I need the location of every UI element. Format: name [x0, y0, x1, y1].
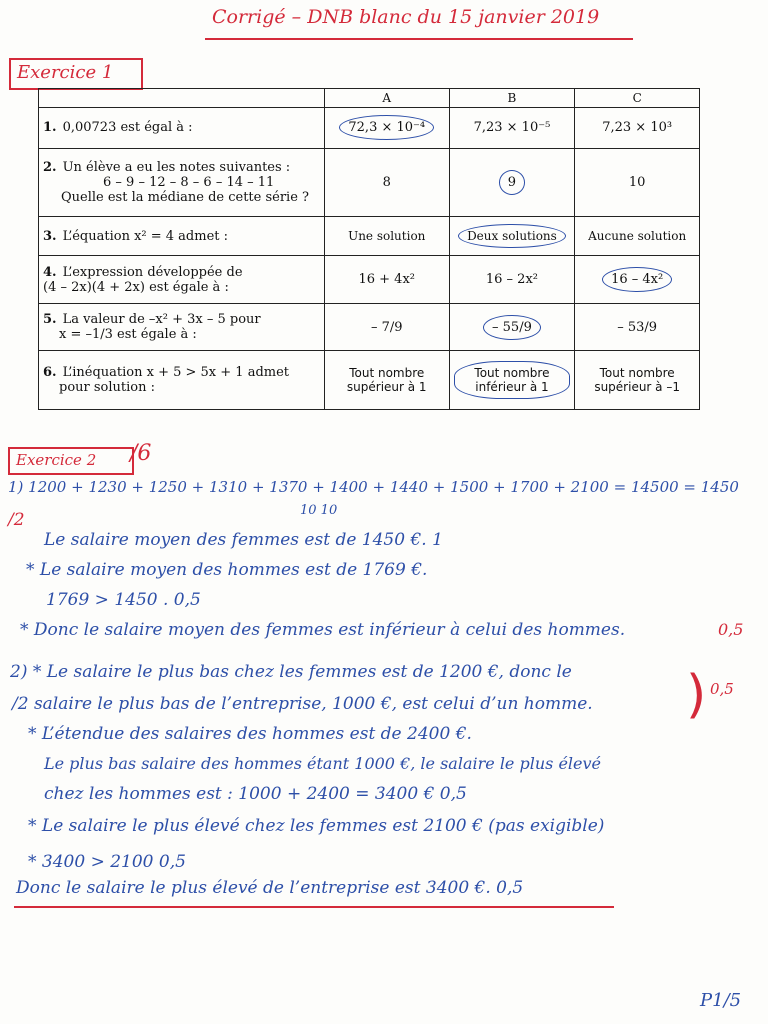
mark-q1: 0,5: [718, 620, 744, 639]
handwritten-line: [300, 503, 337, 518]
table-row: [39, 351, 700, 410]
answer-a: 8: [324, 148, 449, 216]
mark-q2: 0,5: [710, 680, 734, 698]
line-5: * Le salaire moyen des hommes est de 1769 €.: [26, 560, 428, 580]
answer-circled: – 55/9: [483, 315, 541, 340]
question-cell: [39, 108, 325, 149]
answer-b: [449, 148, 575, 216]
question-cell: [39, 256, 325, 304]
table-row: [39, 108, 700, 149]
question-text: Un élève a eu les notes suivantes :: [62, 159, 291, 175]
line-8: 2) * Le salaire le plus bas chez les femmes est de 1200 €, donc le: [10, 662, 572, 682]
answer-a: – 7/9: [324, 303, 449, 351]
handwritten-line: [44, 784, 467, 804]
handwritten-line: [28, 852, 186, 872]
handwritten-line: [16, 878, 523, 898]
question-number: 5.: [43, 312, 57, 328]
line-11: Le plus bas salaire des hommes étant 1000 €, le salaire le plus élevé: [44, 754, 602, 773]
answer-a: Une solution: [324, 216, 449, 255]
answer-c: – 53/9: [575, 303, 700, 351]
answer-c: 7,23 × 10³: [575, 108, 700, 149]
line-10: * L’étendue des salaires des hommes est de 2400 €.: [28, 724, 472, 744]
answer-circled: 72,3 × 10⁻⁴: [339, 115, 434, 140]
question-cell: [39, 303, 325, 351]
line-3: /2: [8, 510, 25, 530]
question-number: 1.: [43, 120, 57, 136]
handwritten-line: [20, 620, 625, 640]
handwritten-line: [12, 694, 593, 714]
line-9: /2 salaire le plus bas de l’entreprise, 1000 €, est celui d’un homme.: [12, 694, 593, 714]
handwritten-line: [8, 478, 739, 496]
page-title: Corrigé – DNB blanc du 15 janvier 2019: [212, 6, 600, 28]
answer-c: Aucune solution: [575, 216, 700, 255]
answer-a: 16 + 4x²: [324, 256, 449, 304]
answer-a: Tout nombre supérieur à 1: [324, 351, 449, 410]
handwritten-line: [28, 816, 604, 836]
question-text: L’inéquation x + 5 > 5x + 1 admet: [62, 365, 290, 381]
title-underline: [205, 38, 633, 40]
exercise-1-label: Exercice 1: [9, 58, 143, 90]
exercise-2-label: Exercice 2: [8, 447, 134, 475]
question-number: 4.: [43, 264, 57, 280]
question-text: La valeur de –x² + 3x – 5 pour: [62, 312, 261, 328]
question-text-2: x = –1/3 est égale à :: [59, 327, 197, 343]
answer-b: 7,23 × 10⁻⁵: [449, 108, 575, 149]
handwritten-line: [26, 560, 427, 580]
question-number: 6.: [43, 365, 57, 381]
answer-circled: Deux solutions: [458, 224, 566, 248]
handwritten-line: [28, 724, 472, 744]
page-number: P1/5: [700, 990, 742, 1011]
line-2: 10 10: [300, 503, 338, 518]
table-row: [39, 256, 700, 304]
question-cell: [39, 216, 325, 255]
col-header-a: A: [324, 89, 449, 108]
question-text-2: 6 – 9 – 12 – 8 – 6 – 14 – 11: [103, 174, 275, 190]
final-underline: [14, 906, 614, 908]
qcm-table: [38, 88, 700, 410]
handwritten-line: [8, 510, 25, 530]
handwritten-line: [44, 754, 601, 773]
handwritten-line: [46, 590, 201, 610]
line-15: Donc le salaire le plus élevé de l’entreprise est 3400 €. 0,5: [16, 878, 524, 898]
answer-circled: 16 – 4x²: [602, 267, 672, 292]
answer-b: [449, 303, 575, 351]
header-empty: [39, 89, 325, 108]
table-row: [39, 303, 700, 351]
table-header-row: [39, 89, 700, 108]
answer-a: [324, 108, 449, 149]
answer-b: 16 – 2x²: [449, 256, 575, 304]
line-14: * 3400 > 2100 0,5: [28, 852, 186, 872]
line-13: * Le salaire le plus élevé chez les femmes est 2100 € (pas exigible): [28, 816, 605, 836]
question-cell: [39, 351, 325, 410]
question-text: 0,00723 est égal à :: [62, 120, 193, 136]
question-text: L’expression développée de: [62, 264, 243, 280]
line-6: 1769 > 1450 . 0,5: [46, 590, 201, 610]
handwritten-line: [10, 662, 572, 682]
question-number: 3.: [43, 228, 57, 244]
question-text-2: (4 – 2x)(4 + 2x) est égale à :: [43, 279, 229, 295]
answer-c: 10: [575, 148, 700, 216]
answer-b: [449, 351, 575, 410]
handwritten-line: [44, 530, 443, 550]
exercise-2-mark: /6: [130, 441, 152, 466]
question-number: 2.: [43, 159, 57, 175]
answer-circled: Tout nombre inférieur à 1: [454, 361, 571, 399]
question-text-3: Quelle est la médiane de cette série ?: [61, 189, 310, 205]
line-7: * Donc le salaire moyen des femmes est inférieur à celui des hommes.: [20, 620, 626, 640]
answer-b: [449, 216, 575, 255]
col-header-c: C: [575, 89, 700, 108]
answer-c: [575, 256, 700, 304]
line-4: Le salaire moyen des femmes est de 1450 €. 1: [44, 530, 443, 550]
question-text: L’équation x² = 4 admet :: [62, 228, 229, 244]
table-row: [39, 216, 700, 255]
col-header-b: B: [449, 89, 575, 108]
line-12: chez les hommes est : 1000 + 2400 = 3400 € 0,5: [44, 784, 467, 804]
table-row: [39, 148, 700, 216]
question-text-2: pour solution :: [59, 380, 155, 396]
answer-c: Tout nombre supérieur à –1: [575, 351, 700, 410]
line-1: 1) 1200 + 1230 + 1250 + 1310 + 1370 + 1400 + 1440 + 1500 + 1700 + 2100 = 14500 = 1450: [8, 478, 739, 496]
bracket: ): [686, 665, 707, 725]
question-cell: [39, 148, 325, 216]
answer-circled: 9: [499, 170, 525, 195]
